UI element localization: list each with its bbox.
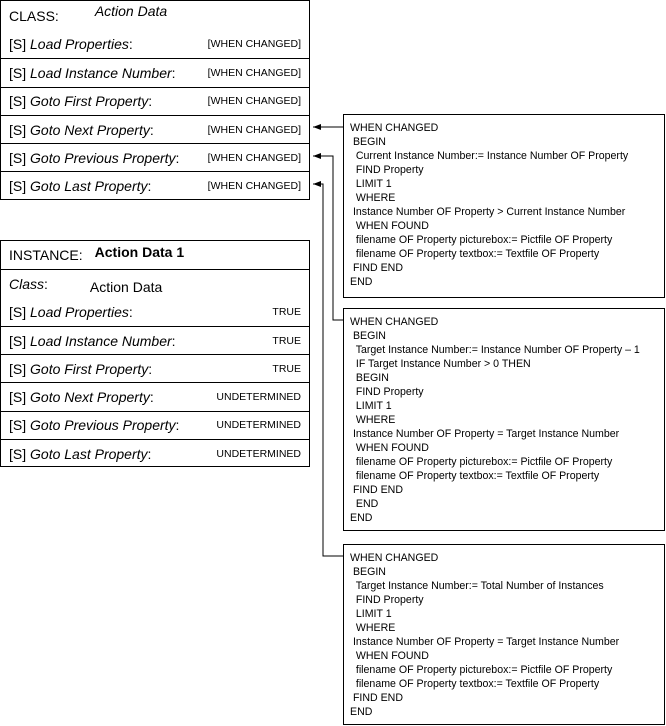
property-value: UNDETERMINED xyxy=(216,391,301,404)
code-line: BEGIN xyxy=(350,136,386,148)
code-line: FIND Property xyxy=(350,386,424,398)
colon: : xyxy=(128,303,133,320)
code-line: LIMIT 1 xyxy=(350,178,392,190)
arrow-previous xyxy=(313,156,343,320)
property-value: [WHEN CHANGED] xyxy=(207,95,301,108)
property-value: [WHEN CHANGED] xyxy=(207,38,301,51)
property-name: Load Properties xyxy=(30,36,129,53)
code-line: filename OF Property textbox:= Textfile OF Property xyxy=(350,470,600,482)
colon: : xyxy=(128,36,133,53)
property-name: Load Properties xyxy=(30,303,129,320)
code-line: BEGIN xyxy=(350,330,386,342)
code-line: Target Instance Number:= Total Number of Instances xyxy=(350,580,604,592)
row-prefix: [S] xyxy=(9,178,31,195)
row-prefix: [S] xyxy=(9,93,31,110)
code-line: BEGIN xyxy=(350,372,389,384)
class-label: CLASS: xyxy=(9,7,59,24)
code-line: END xyxy=(350,498,379,510)
property-name: Goto First Property xyxy=(30,93,149,110)
class-field-label: Class xyxy=(9,275,45,292)
code-line: WHERE xyxy=(350,192,396,204)
property-name: Goto Next Property xyxy=(30,121,150,138)
colon: : xyxy=(148,93,153,110)
property-value: TRUE xyxy=(272,305,301,318)
property-name: Goto First Property xyxy=(30,360,149,377)
code-line: WHEN FOUND xyxy=(350,442,429,454)
code-line: filename OF Property picturebox:= Pictfile OF Property xyxy=(350,456,613,468)
colon: : xyxy=(171,332,176,349)
colon: : xyxy=(147,445,152,462)
code-line: filename OF Property picturebox:= Pictfile OF Property xyxy=(350,234,613,246)
code-line: FIND END xyxy=(350,484,403,496)
row-prefix: [S] xyxy=(9,360,31,377)
property-name: Load Instance Number xyxy=(30,64,172,81)
row-prefix: [S] xyxy=(9,445,31,462)
property-value: [WHEN CHANGED] xyxy=(207,123,301,136)
row-prefix: [S] xyxy=(9,332,31,349)
code-line: WHERE xyxy=(350,414,396,426)
code-line: WHEN FOUND xyxy=(350,650,429,662)
code-line: END xyxy=(350,512,373,524)
colon: : xyxy=(149,389,154,406)
instance-label: INSTANCE: xyxy=(9,247,83,264)
code-line: BEGIN xyxy=(350,566,386,578)
colon: : xyxy=(147,178,152,195)
property-value: [WHEN CHANGED] xyxy=(207,180,301,193)
code-line: Instance Number OF Property = Target Instance Number xyxy=(350,636,620,648)
colon: : xyxy=(175,149,180,166)
code-line: END xyxy=(350,706,373,718)
row-prefix: [S] xyxy=(9,64,31,81)
code-line: WHEN CHANGED xyxy=(350,552,439,564)
code-line: WHEN CHANGED xyxy=(350,316,439,328)
code-line: filename OF Property picturebox:= Pictfile OF Property xyxy=(350,664,613,676)
property-name: Load Instance Number xyxy=(30,332,172,349)
code-line: WHERE xyxy=(350,622,396,634)
property-value: [WHEN CHANGED] xyxy=(207,151,301,164)
colon: : xyxy=(171,64,176,81)
colon: : xyxy=(149,121,154,138)
arrow-last xyxy=(313,184,343,556)
code-line: filename OF Property textbox:= Textfile OF Property xyxy=(350,678,600,690)
property-name: Goto Last Property xyxy=(30,178,148,195)
property-value: UNDETERMINED xyxy=(216,447,301,460)
code-line: FIND Property xyxy=(350,594,424,606)
code-line: LIMIT 1 xyxy=(350,400,392,412)
code-line: filename OF Property textbox:= Textfile OF Property xyxy=(350,248,600,260)
instance-title: Action Data 1 xyxy=(94,244,185,261)
property-value: TRUE xyxy=(272,362,301,375)
code-line: FIND END xyxy=(350,692,403,704)
colon: : xyxy=(148,360,153,377)
property-name: Goto Previous Property xyxy=(30,417,176,434)
code-line: FIND Property xyxy=(350,164,424,176)
property-value: [WHEN CHANGED] xyxy=(207,66,301,79)
code-line: LIMIT 1 xyxy=(350,608,392,620)
row-prefix: [S] xyxy=(9,417,31,434)
class-field-value: Action Data xyxy=(89,278,163,295)
colon: : xyxy=(44,275,48,292)
row-prefix: [S] xyxy=(9,121,31,138)
colon: : xyxy=(175,417,180,434)
row-prefix: [S] xyxy=(9,36,31,53)
code-line: IF Target Instance Number > 0 THEN xyxy=(350,358,531,370)
property-name: Goto Last Property xyxy=(30,445,148,462)
property-name: Goto Next Property xyxy=(30,389,150,406)
property-name: Goto Previous Property xyxy=(30,149,176,166)
code-line: FIND END xyxy=(350,262,403,274)
property-value: TRUE xyxy=(272,334,301,347)
row-prefix: [S] xyxy=(9,149,31,166)
code-line: Instance Number OF Property = Target Instance Number xyxy=(350,428,620,440)
code-line: Instance Number OF Property > Current Instance Number xyxy=(350,206,626,218)
property-value: UNDETERMINED xyxy=(216,419,301,432)
class-title: Action Data xyxy=(94,2,168,19)
code-line: WHEN CHANGED xyxy=(350,122,439,134)
row-prefix: [S] xyxy=(9,303,31,320)
code-line: Target Instance Number:= Instance Number OF Property – 1 xyxy=(350,344,640,356)
code-line: WHEN FOUND xyxy=(350,220,429,232)
code-line: Current Instance Number:= Instance Number OF Property xyxy=(350,150,629,162)
code-line: END xyxy=(350,276,373,288)
row-prefix: [S] xyxy=(9,389,31,406)
